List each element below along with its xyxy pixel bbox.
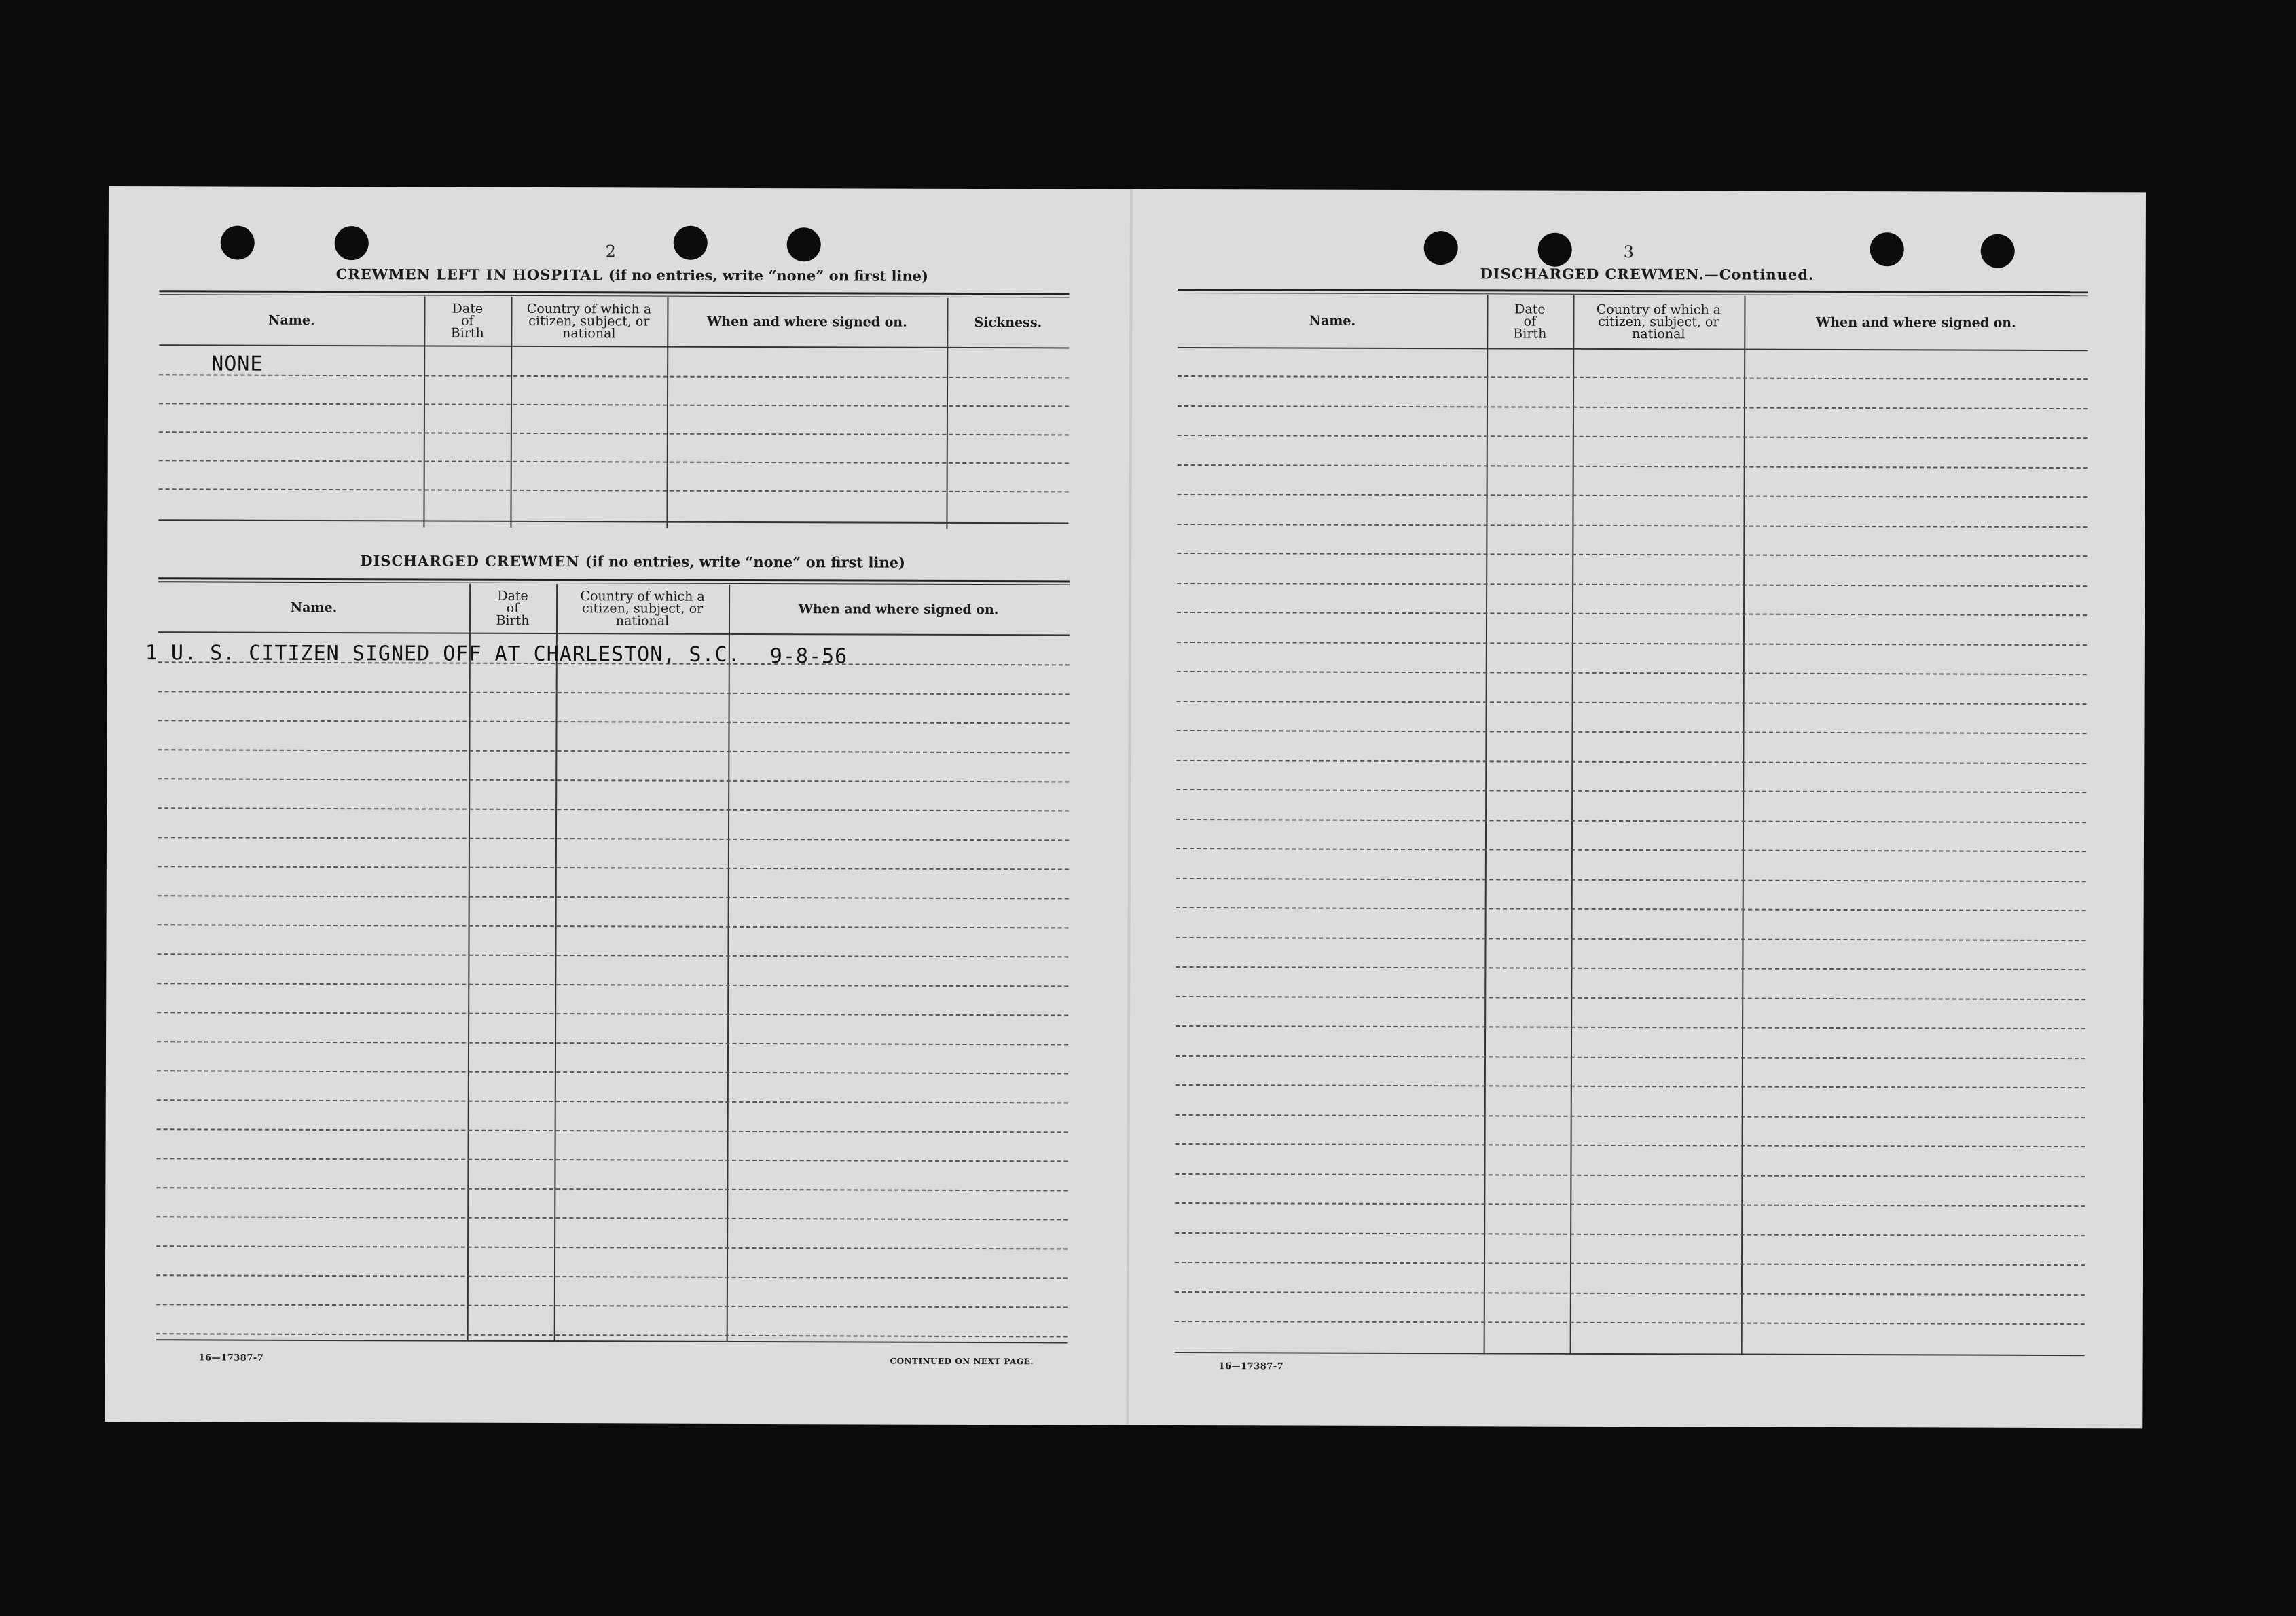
table-row [1176,907,2086,911]
table-row [158,895,1069,899]
table-row [1175,1291,2085,1295]
hospital-title-note: (if no entries, write “none” on first line) [608,266,929,284]
table-row [1176,1114,2085,1118]
header-country: Country of which a citizen, subject, or national [1596,301,1721,342]
header-when-where: When and where signed on. [1815,314,2016,331]
page-number-left: 2 [605,242,617,261]
table-bottom-rule [158,519,1068,524]
table-row [1176,730,2086,734]
table-row [1175,1262,2085,1266]
header-name: Name. [1309,313,1356,329]
punch-hole [787,227,821,261]
header-bottom-rule [159,344,1069,348]
table-row [159,460,1069,464]
column-divider [727,585,731,1342]
table-row [157,953,1068,957]
header-sickness: Sickness. [974,315,1042,331]
right-section-title: DISCHARGED CREWMEN.—Continued. [1480,265,1815,283]
document-sheet [105,186,2146,1428]
hospital-entry-name: NONE [211,352,263,376]
table-row [157,983,1068,987]
column-divider [554,584,558,1341]
table-row [1176,966,2085,970]
punch-hole [1538,233,1572,267]
table-bottom-rule [156,1339,1068,1343]
header-country: Country of which a citizen, subject, or national [580,589,705,629]
table-top-rule [1178,293,2088,296]
table-row [1178,435,2088,439]
table-row [158,749,1069,753]
header-dob: Date of Birth [1513,301,1547,342]
column-divider [423,296,425,527]
table-row [158,807,1069,811]
punch-hole [221,226,255,260]
punch-hole [1981,234,2015,268]
table-row [156,1245,1068,1249]
discharged-table [156,577,1070,1347]
table-row [1177,523,2087,527]
center-fold [1126,189,1133,1425]
table-row [1178,405,2088,409]
table-row [157,1128,1068,1133]
table-row [1176,789,2086,793]
table-row [158,778,1069,782]
table-row [156,1274,1068,1279]
table-row [1178,464,2088,468]
table-row [157,1099,1068,1103]
table-row [159,488,1069,492]
table-row [158,866,1069,870]
table-row [1177,582,2087,586]
column-divider [467,584,471,1341]
table-row [159,374,1069,378]
hospital-section-title [336,265,928,284]
hospital-title-text: CREWMEN LEFT IN HOSPITAL [335,265,603,284]
table-row [1175,1173,2085,1177]
table-row [159,431,1069,435]
column-divider [510,297,512,528]
table-row [1176,759,2086,763]
table-row [156,1187,1068,1191]
header-dob: Date of Birth [450,301,484,341]
discharged-section-title [360,552,905,571]
table-row [1176,995,2085,999]
table-row [1176,1025,2085,1029]
table-row [1177,553,2087,557]
table-row [1175,1232,2085,1236]
column-divider [1570,295,1575,1355]
header-country: Country of which a citizen, subject, or national [526,301,652,342]
table-row [1176,1084,2085,1088]
table-row [1176,848,2086,852]
table-top-rule [158,581,1070,585]
punch-hole [1424,231,1458,265]
table-top-rule [159,294,1069,297]
table-row [159,403,1069,407]
hospital-table [158,290,1069,534]
header-name: Name. [268,312,315,328]
table-row [156,1333,1068,1337]
continued-note: CONTINUED ON NEXT PAGE. [890,1356,1034,1367]
table-row [1178,494,2088,498]
table-row [1177,671,2087,675]
table-row [1177,641,2087,645]
header-when-where: When and where signed on. [798,602,999,618]
header-dob: Date of Birth [496,588,530,628]
discharged-title-text: DISCHARGED CREWMEN [360,552,580,570]
page-number-right: 3 [1623,242,1635,262]
header-bottom-rule [1178,347,2088,351]
header-name: Name. [290,600,338,616]
table-row [1176,877,2086,881]
table-row [1175,1202,2085,1207]
table-row [1176,1143,2085,1147]
table-row [157,1012,1068,1016]
header-bottom-rule [158,631,1070,636]
table-row [157,1041,1068,1045]
table-bottom-rule [1175,1352,2085,1356]
discharged-entry-text: 1 U. S. CITIZEN SIGNED OFF AT CHARLESTON, S.C. [145,641,741,667]
table-row [1176,1054,2085,1059]
column-divider [1741,296,1746,1355]
form-number-right: 16—17387-7 [1218,1361,1284,1372]
table-row [1177,700,2087,704]
discharged-continued-table [1175,289,2088,1357]
table-row [156,1216,1068,1220]
table-row [158,720,1070,724]
column-divider [666,297,668,528]
form-number-left: 16—17387-7 [198,1353,264,1363]
table-row [156,1304,1068,1308]
table-row [157,1070,1068,1074]
table-row [1176,818,2086,822]
table-row [158,924,1069,928]
punch-hole [1870,232,1904,266]
table-row [1176,936,2086,940]
punch-hole [335,226,369,260]
discharged-entry-date: 9-8-56 [769,644,848,669]
table-row [156,1158,1068,1162]
table-row [158,837,1069,841]
table-row [1177,612,2087,616]
table-row [158,691,1070,695]
punch-hole [674,226,708,260]
discharged-title-note: (if no entries, write “none” on first line) [585,553,905,571]
table-row [1175,1321,2085,1325]
header-when-where: When and where signed on. [706,314,907,330]
column-divider [946,298,948,529]
column-divider [1484,295,1489,1354]
table-row [1178,375,2088,380]
